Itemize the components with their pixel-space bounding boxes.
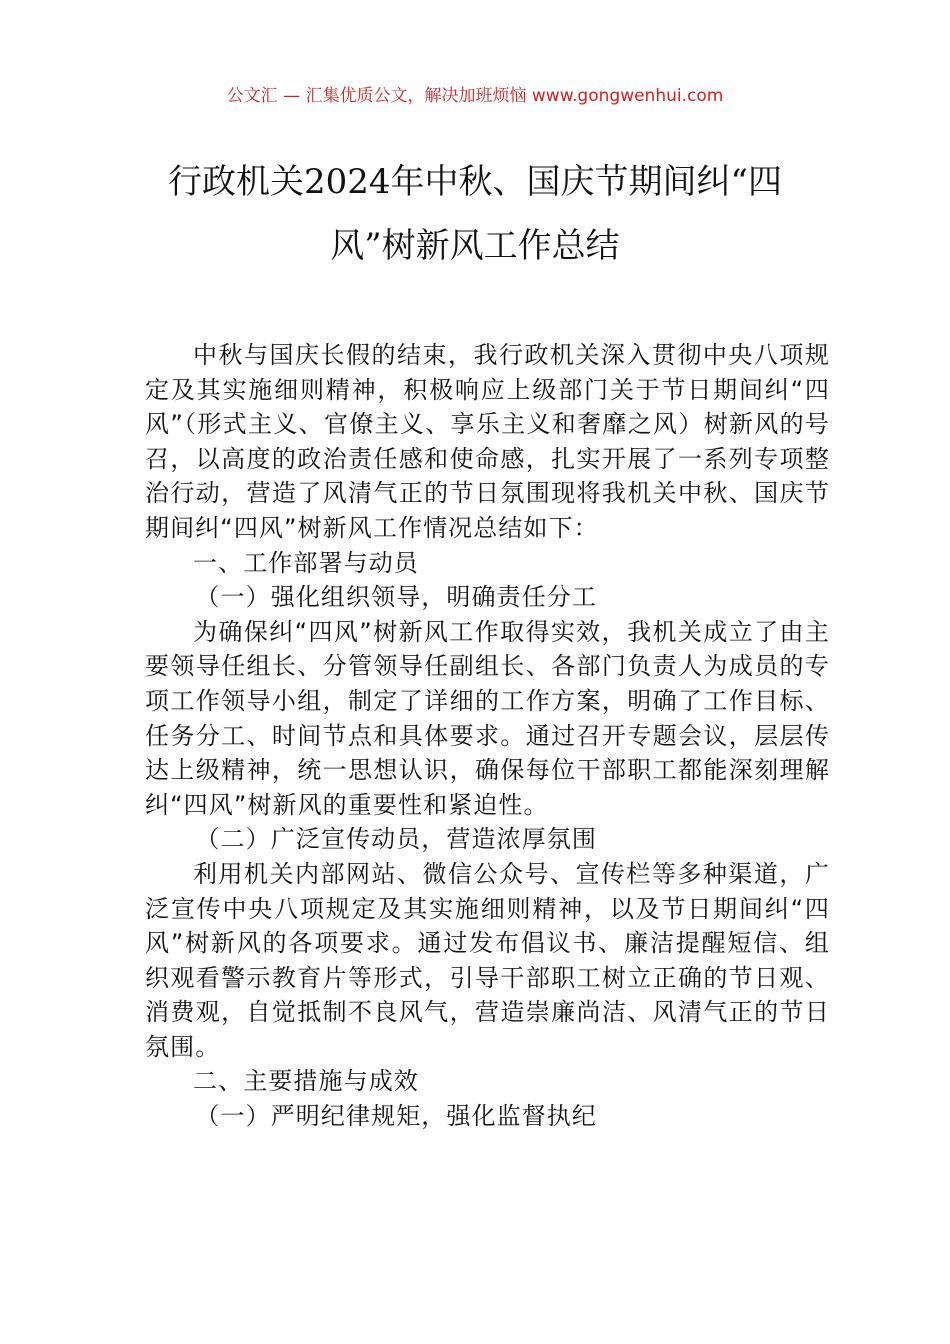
section-heading-1: 一、工作部署与动员 [193, 548, 419, 577]
document-title: 行政机关2024年中秋、国庆节期间纠“四风”树新风工作总结 [168, 162, 782, 266]
subsection-heading-1-1: （一）强化组织领导，明确责任分工 [195, 583, 597, 612]
document-body [145, 338, 830, 1134]
subsection-heading-1-2: （二）广泛宣传动员，营造浓厚氛围 [195, 825, 597, 854]
header-banner: 公文汇 — 汇集优质公文，解决加班烦恼 www.gongwenhui.com [226, 86, 724, 106]
subsection-heading-2-1: （一）严明纪律规矩，强化监督执纪 [195, 1102, 597, 1131]
body-paragraph-1-1: 为确保纠“四风”树新风工作取得实效，我机关成立了由主要领导任组长、分管领导任副组长、各部门负责人为成员的专项工作领导小组，制定了详细的工作方案，明确了工作目标、任务分工、时间节点和具体要求。通过召开专题会议，层层传达上级精神，统一思想认识，确保每位干部职工都能深刻理解纠“四风”树新风的重要性和紧迫性。 [145, 617, 830, 819]
intro-paragraph: 中秋与国庆长假的结束，我行政机关深入贯彻中央八项规定及其实施细则精神，积极响应上级部门关于节日期间纠“四风”（形式主义、官僚主义、享乐主义和奢靡之风）树新风的号召，以高度的政治责任感和使命感，扎实开展了一系列专项整治行动，营造了风清气正的节日氛围现将我机关中秋、国庆节期间纠“四风”树新风工作情况总结如下： [145, 341, 830, 542]
body-paragraph-1-2: 利用机关内部网站、微信公众号、宣传栏等多种渠道，广泛宣传中央八项规定及其实施细则精神，以及节日期间纠“四风”树新风的各项要求。通过发布倡议书、廉洁提醒短信、组织观看警示教育片等形式，引导干部职工树立正确的节日观、消费观，自觉抵制不良风气，营造崇廉尚洁、风清气正的节日氛围。 [145, 859, 830, 1061]
section-heading-2: 二、主要措施与成效 [193, 1067, 419, 1096]
